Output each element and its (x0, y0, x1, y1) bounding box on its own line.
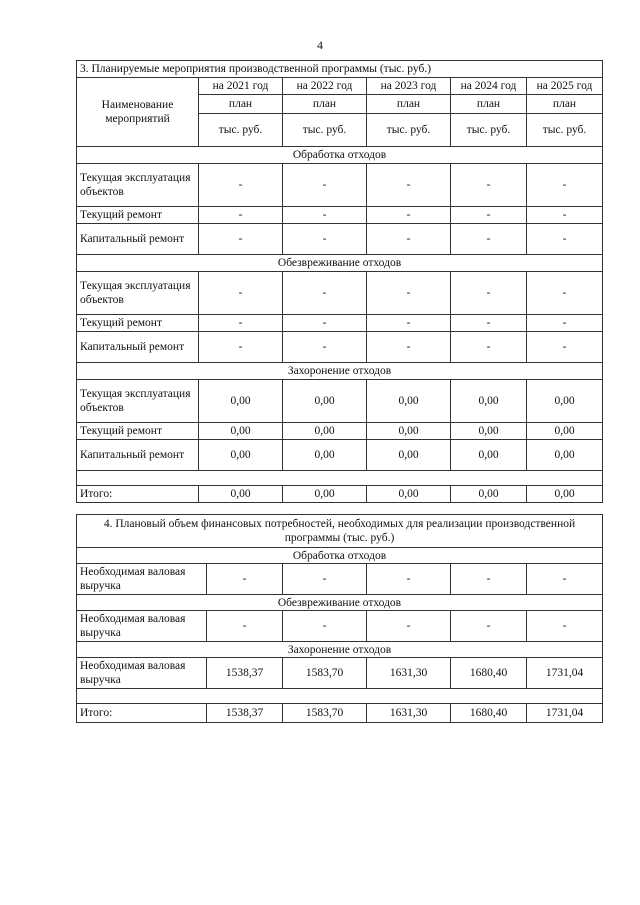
activity-value: - (451, 207, 527, 224)
activity-name: Текущий ремонт (77, 423, 199, 440)
total-value: 0,00 (451, 486, 527, 503)
total-value: 1583,70 (283, 704, 367, 723)
revenue-value: 1583,70 (283, 658, 367, 689)
activity-value: 0,00 (199, 380, 283, 423)
revenue-value: - (207, 611, 283, 642)
activity-value: 0,00 (367, 423, 451, 440)
revenue-label: Необходимая валовая выручка (77, 564, 207, 595)
year-header: на 2021 год (199, 78, 283, 95)
revenue-value: - (207, 564, 283, 595)
table-row (77, 564, 603, 595)
activity-value: 0,00 (199, 423, 283, 440)
group-title-row (77, 363, 603, 380)
revenue-value: 1731,04 (527, 658, 603, 689)
group-title-row (77, 548, 603, 564)
activity-value: 0,00 (283, 423, 367, 440)
table-row (77, 658, 603, 689)
table-row (77, 207, 603, 224)
activity-value: - (527, 224, 603, 255)
revenue-value: 1631,30 (367, 658, 451, 689)
activity-value: - (283, 224, 367, 255)
activity-value: - (199, 272, 283, 315)
year-header: на 2023 год (367, 78, 451, 95)
activity-value: 0,00 (367, 380, 451, 423)
spacer-row (77, 689, 603, 704)
activity-name: Капитальный ремонт (77, 224, 199, 255)
total-value: 0,00 (527, 486, 603, 503)
year-header: на 2022 год (283, 78, 367, 95)
activity-value: - (527, 332, 603, 363)
activity-value: 0,00 (451, 423, 527, 440)
total-value: 1538,37 (207, 704, 283, 723)
activity-value: - (367, 164, 451, 207)
year-header: на 2024 год (451, 78, 527, 95)
activity-value: - (199, 224, 283, 255)
total-value: 0,00 (367, 486, 451, 503)
revenue-value: - (527, 564, 603, 595)
total-value: 0,00 (199, 486, 283, 503)
spacer-cell (77, 689, 603, 704)
table-row (77, 315, 603, 332)
table-row (77, 611, 603, 642)
group-title-row (77, 147, 603, 164)
activity-name: Капитальный ремонт (77, 440, 199, 471)
spacer-row (77, 471, 603, 486)
table-row (77, 224, 603, 255)
activity-value: - (367, 315, 451, 332)
total-label: Итого: (77, 486, 199, 503)
revenue-value: - (367, 611, 451, 642)
section3-title: 3. Планируемые мероприятия производственной программы (тыс. руб.) (77, 61, 603, 78)
activity-value: - (199, 332, 283, 363)
activity-name: Текущая эксплуатация объектов (77, 164, 199, 207)
activity-value: - (199, 315, 283, 332)
activity-value: - (199, 164, 283, 207)
activity-value: - (283, 332, 367, 363)
activity-value: - (283, 315, 367, 332)
total-value: 1680,40 (451, 704, 527, 723)
revenue-value: 1680,40 (451, 658, 527, 689)
section4-title-row (77, 515, 603, 548)
activity-value: - (527, 272, 603, 315)
total-row (77, 486, 603, 503)
section4-title: 4. Плановый объем финансовых потребностей, необходимых для реализации производственной программы (тыс. руб.) (77, 515, 603, 548)
table-row (77, 272, 603, 315)
revenue-label: Необходимая валовая выручка (77, 611, 207, 642)
table-row (77, 164, 603, 207)
activity-value: - (451, 315, 527, 332)
revenue-value: - (527, 611, 603, 642)
table-row (77, 423, 603, 440)
activity-value: - (367, 207, 451, 224)
year-header: на 2025 год (527, 78, 603, 95)
activity-name: Текущий ремонт (77, 315, 199, 332)
group-title: Обезвреживание отходов (77, 595, 603, 611)
total-value: 1731,04 (527, 704, 603, 723)
activity-value: - (451, 224, 527, 255)
plan-header: план (451, 95, 527, 114)
activity-value: - (367, 224, 451, 255)
activity-value: 0,00 (527, 423, 603, 440)
total-value: 0,00 (283, 486, 367, 503)
activity-value: - (199, 207, 283, 224)
activity-value: 0,00 (199, 440, 283, 471)
plan-header: план (527, 95, 603, 114)
plan-header: план (199, 95, 283, 114)
table-row (77, 380, 603, 423)
total-label: Итого: (77, 704, 207, 723)
activity-value: 0,00 (283, 380, 367, 423)
group-title: Обработка отходов (77, 548, 603, 564)
group-title: Обезвреживание отходов (77, 255, 603, 272)
total-value: 1631,30 (367, 704, 451, 723)
table-row (77, 440, 603, 471)
activity-value: - (367, 332, 451, 363)
activity-value: - (367, 272, 451, 315)
revenue-label: Необходимая валовая выручка (77, 658, 207, 689)
revenue-value: 1538,37 (207, 658, 283, 689)
planned-activities-table (76, 60, 603, 503)
revenue-value: - (451, 611, 527, 642)
activity-value: - (527, 164, 603, 207)
activity-value: - (451, 164, 527, 207)
unit-header: тыс. руб. (283, 114, 367, 147)
activity-value: - (283, 164, 367, 207)
plan-header: план (367, 95, 451, 114)
activity-value: - (527, 315, 603, 332)
page-number: 4 (317, 38, 323, 52)
revenue-value: - (451, 564, 527, 595)
activity-name: Капитальный ремонт (77, 332, 199, 363)
table-row (77, 332, 603, 363)
activity-value: 0,00 (451, 380, 527, 423)
plan-header: план (283, 95, 367, 114)
activity-value: - (283, 272, 367, 315)
financial-needs-table (76, 514, 603, 723)
group-title-row (77, 255, 603, 272)
activity-value: 0,00 (527, 440, 603, 471)
unit-header: тыс. руб. (451, 114, 527, 147)
activity-name: Текущая эксплуатация объектов (77, 272, 199, 315)
activity-value: 0,00 (451, 440, 527, 471)
activity-value: - (451, 272, 527, 315)
activity-value: 0,00 (283, 440, 367, 471)
revenue-value: - (367, 564, 451, 595)
activity-value: - (527, 207, 603, 224)
activity-value: 0,00 (367, 440, 451, 471)
name-header: Наименование мероприятий (77, 78, 199, 147)
section3-title-row (77, 61, 603, 78)
unit-header: тыс. руб. (367, 114, 451, 147)
activity-name: Текущий ремонт (77, 207, 199, 224)
revenue-value: - (283, 564, 367, 595)
unit-header: тыс. руб. (199, 114, 283, 147)
activity-value: 0,00 (527, 380, 603, 423)
group-title-row (77, 642, 603, 658)
total-row (77, 704, 603, 723)
activity-value: - (283, 207, 367, 224)
group-title: Обработка отходов (77, 147, 603, 164)
group-title: Захоронение отходов (77, 363, 603, 380)
spacer-cell (77, 471, 603, 486)
header-years-row (77, 78, 603, 95)
unit-header: тыс. руб. (527, 114, 603, 147)
revenue-value: - (283, 611, 367, 642)
activity-name: Текущая эксплуатация объектов (77, 380, 199, 423)
group-title-row (77, 595, 603, 611)
activity-value: - (451, 332, 527, 363)
group-title: Захоронение отходов (77, 642, 603, 658)
